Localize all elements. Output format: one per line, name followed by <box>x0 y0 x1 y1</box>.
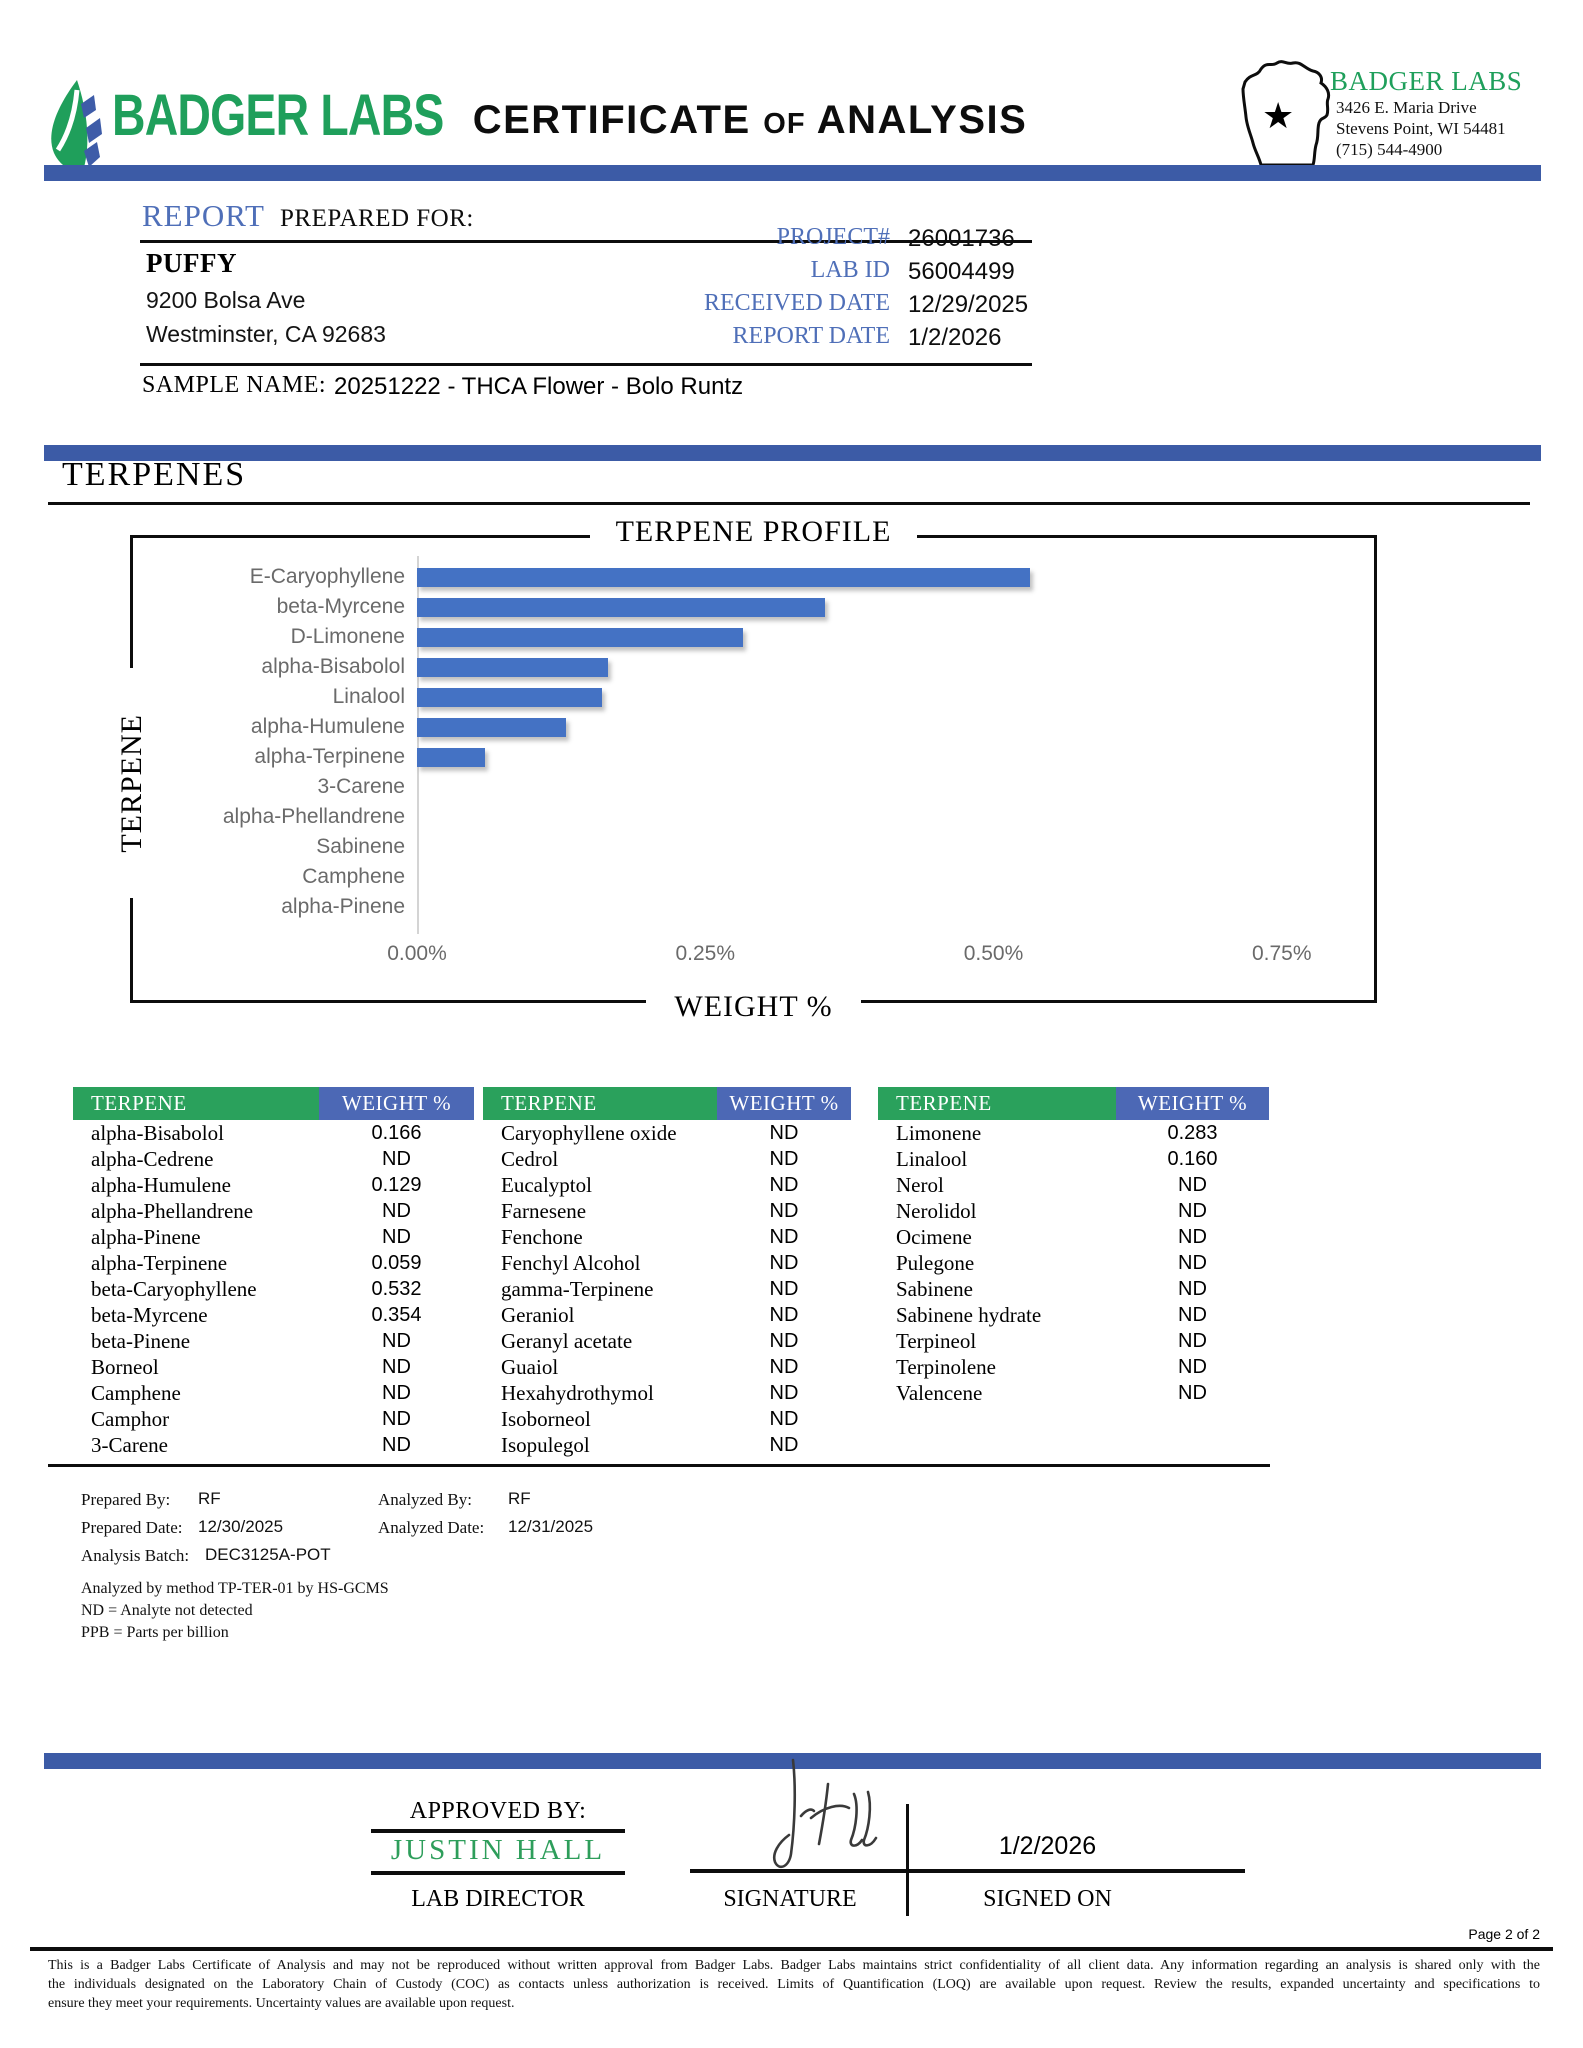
sample-name-value: 20251222 - THCA Flower - Bolo Runtz <box>334 373 744 400</box>
terpene-name-cell: Farnesene <box>501 1198 587 1223</box>
terpenes-section-heading: TERPENES <box>62 456 247 493</box>
footer-rule <box>30 1947 1553 1951</box>
table-column <box>878 1087 1116 1406</box>
chart-row <box>133 682 1374 712</box>
terpene-name-cell: alpha-Cedrene <box>91 1146 214 1171</box>
disclaimer-line: This is a Badger Labs Certificate of Analysis and may not be reproduced without written approval from Badger Labs. Badger Labs maintains strict confidentiality of all client data. Any information regarding an analysis is shared only with the <box>48 1958 1540 1973</box>
signed-date: 1/2/2026 <box>998 1832 1097 1860</box>
chart-row <box>133 802 1374 832</box>
terpene-weight-cell: ND <box>382 1407 411 1430</box>
page-title-part2: OF <box>763 108 806 140</box>
meta-value: 12/29/2025 <box>908 291 1029 318</box>
terpene-name-cell: alpha-Phellandrene <box>91 1198 254 1223</box>
lab-phone: (715) 544-4900 <box>1336 140 1443 159</box>
table-bottom-line <box>48 1464 1270 1467</box>
chart-x-tick-label: 0.75% <box>1251 942 1312 965</box>
terpene-weight-cell: ND <box>769 1381 799 1404</box>
analyzed-by-label: Analyzed By: <box>378 1490 472 1509</box>
table-header-weight: WEIGHT % <box>319 1087 474 1120</box>
chart-category-label: alpha-Terpinene <box>254 745 405 768</box>
terpene-name-cell: Sabinene hydrate <box>896 1302 1042 1327</box>
terpene-name-cell: Geranyl acetate <box>501 1328 633 1353</box>
chart-bar <box>417 598 825 617</box>
chart-bar-zone <box>417 898 1374 917</box>
terpene-weight-cell: ND <box>769 1329 799 1352</box>
chart-bar <box>417 688 602 707</box>
disclaimer-line: the individuals designated on the Laboratory Chain of Custody (COC) as contacts unless authorization is received. Limits of Quantification (LOQ) are available upon request. Review the results, expanded uncertainty and specifications to <box>48 1977 1540 1992</box>
terpene-weight-cell: ND <box>769 1303 799 1326</box>
terpene-weight-cell: ND <box>769 1433 799 1456</box>
prepared-for-label: PREPARED FOR: <box>280 205 474 232</box>
table-header-terpene: TERPENE <box>878 1087 1116 1120</box>
terpene-name-cell: Terpineol <box>896 1328 977 1353</box>
terpene-weight-cell: ND <box>769 1225 799 1248</box>
chart-row <box>133 742 1374 772</box>
chart-row <box>133 712 1374 742</box>
terpene-name-cell: Valencene <box>896 1380 983 1405</box>
terpene-weight-cell: 0.283 <box>1167 1121 1218 1144</box>
signed-on-label: SIGNED ON <box>983 1886 1112 1912</box>
badger-leaf-logo-icon <box>44 78 106 174</box>
approver-title: LAB DIRECTOR <box>411 1886 585 1912</box>
nd-note: ND = Analyte not detected <box>81 1602 253 1619</box>
terpene-name-cell: Isoborneol <box>501 1406 591 1431</box>
table-header-weight: WEIGHT % <box>1116 1087 1269 1120</box>
terpene-weight-cell: 0.532 <box>371 1277 422 1300</box>
page-title-part1: CERTIFICATE <box>472 98 751 142</box>
chart-row <box>133 832 1374 862</box>
table-header-weight: WEIGHT % <box>717 1087 851 1120</box>
terpene-name-cell: beta-Pinene <box>91 1328 191 1353</box>
terpene-weight-cell: ND <box>382 1225 411 1248</box>
chart-x-ticks <box>387 942 1374 968</box>
terpene-weight-cell: ND <box>769 1277 799 1300</box>
analyzed-date-value: 12/31/2025 <box>508 1517 594 1536</box>
lab-address-line1: 3426 E. Maria Drive <box>1336 98 1477 117</box>
meta-value: 1/2/2026 <box>908 324 1002 351</box>
meta-label: LAB ID <box>810 257 890 283</box>
terpene-weight-cell: ND <box>769 1199 799 1222</box>
terpene-name-cell: beta-Myrcene <box>91 1302 208 1327</box>
terpene-weight-cell: ND <box>382 1433 411 1456</box>
chart-category-label: D-Limonene <box>290 625 405 648</box>
chart-bar <box>417 658 608 677</box>
analysis-batch-value: DEC3125A-POT <box>205 1545 331 1564</box>
chart-bar <box>417 718 566 737</box>
terpene-name-cell: Guaiol <box>501 1354 559 1379</box>
report-label: REPORT <box>142 198 265 233</box>
ppb-note: PPB = Parts per billion <box>81 1624 229 1641</box>
terpene-name-cell: Ocimene <box>896 1224 972 1249</box>
chart-bar-zone <box>417 868 1374 887</box>
terpene-weight-cell: ND <box>382 1355 411 1378</box>
approved-by-rule-top <box>371 1829 625 1833</box>
terpene-name-cell: Linalool <box>896 1146 968 1171</box>
terpene-name-cell: Eucalyptol <box>501 1172 592 1197</box>
terpene-weight-cell: ND <box>382 1329 411 1352</box>
approver-name: JUSTIN HALL <box>390 1834 606 1866</box>
prepared-by-value: RF <box>198 1489 221 1508</box>
meta-label: PROJECT# <box>776 224 890 250</box>
chart-category-label: E-Caryophyllene <box>249 565 405 588</box>
chart-category-label: Sabinene <box>316 835 405 858</box>
meta-label: REPORT DATE <box>732 323 890 349</box>
analysis-batch-label: Analysis Batch: <box>81 1546 190 1565</box>
terpene-weight-cell: 0.160 <box>1167 1147 1218 1170</box>
chart-row <box>133 562 1374 592</box>
chart-row <box>133 592 1374 622</box>
terpene-weight-cell: ND <box>1178 1173 1207 1196</box>
terpene-weight-cell: ND <box>769 1407 799 1430</box>
chart-x-tick-label: 0.50% <box>963 942 1024 965</box>
terpene-name-cell: Nerolidol <box>896 1198 977 1223</box>
client-name: PUFFY <box>146 248 237 278</box>
terpene-weight-cell: 0.129 <box>371 1173 422 1196</box>
chart-bar <box>417 568 1030 587</box>
analyzed-by-value: RF <box>508 1489 531 1508</box>
lab-name: BADGER LABS <box>1330 66 1523 96</box>
terpene-name-cell: alpha-Terpinene <box>91 1250 228 1275</box>
chart-category-label: alpha-Humulene <box>250 715 405 738</box>
star-icon: ★ <box>1262 96 1295 136</box>
terpene-weight-cell: ND <box>1178 1199 1207 1222</box>
client-address-line2: Westminster, CA 92683 <box>146 321 386 347</box>
terpene-name-cell: Hexahydrothymol <box>501 1380 654 1405</box>
terpene-weight-cell: 0.059 <box>371 1251 422 1274</box>
chart-bar-zone <box>417 628 1374 647</box>
terpene-weight-cell: 0.166 <box>371 1121 422 1144</box>
chart-bars <box>133 562 1374 922</box>
terpene-weight-cell: ND <box>1178 1277 1207 1300</box>
terpene-weight-cell: 0.354 <box>371 1303 422 1326</box>
chart-category-label: Camphene <box>302 865 405 888</box>
chart-bar-zone <box>417 838 1374 857</box>
prepared-date-value: 12/30/2025 <box>198 1517 284 1536</box>
meta-value: 26001736 <box>908 225 1015 252</box>
meta-value: 56004499 <box>908 258 1015 285</box>
terpene-name-cell: Camphene <box>91 1380 181 1405</box>
terpene-name-cell: Pulegone <box>896 1250 975 1275</box>
chart-category-label: alpha-Phellandrene <box>222 805 405 828</box>
chart-x-tick-label: 0.25% <box>675 942 736 965</box>
meta-row <box>560 224 1030 255</box>
chart-row <box>133 892 1374 922</box>
page-title-part3: ANALYSIS <box>816 98 1028 142</box>
disclaimer-line: ensure they meet your requirements. Uncertainty values are available upon request. <box>48 1996 515 2011</box>
chart-bar-zone <box>417 598 1374 617</box>
approved-by-rule-bottom <box>371 1871 625 1875</box>
chart-category-label: 3-Carene <box>317 775 405 798</box>
terpene-name-cell: beta-Caryophyllene <box>91 1276 257 1301</box>
chart-row <box>133 652 1374 682</box>
terpene-name-cell: Isopulegol <box>501 1432 590 1457</box>
chart-x-tick-label: 0.00% <box>387 942 447 965</box>
top-divider-bar <box>44 165 1541 181</box>
terpene-name-cell: alpha-Pinene <box>91 1224 201 1249</box>
client-address-line1: 9200 Bolsa Ave <box>146 287 306 313</box>
signature-line <box>690 1869 1245 1873</box>
chart-category-label: Linalool <box>332 685 405 708</box>
terpene-name-cell: Caryophyllene oxide <box>501 1120 677 1145</box>
terpene-weight-cell: ND <box>769 1251 799 1274</box>
terpene-name-cell: Sabinene <box>896 1276 973 1301</box>
terpene-name-cell: alpha-Humulene <box>91 1172 231 1197</box>
terpene-weight-cell: ND <box>382 1147 411 1170</box>
terpene-name-cell: gamma-Terpinene <box>501 1276 654 1301</box>
meta-label: RECEIVED DATE <box>704 290 890 316</box>
brand-wordmark: BADGER LABS <box>112 83 444 148</box>
terpene-name-cell: Cedrol <box>501 1146 559 1171</box>
table-column <box>1116 1087 1269 1406</box>
terpene-name-cell: Nerol <box>896 1172 944 1197</box>
terpene-weight-cell: ND <box>1178 1381 1207 1404</box>
table-column <box>319 1087 474 1458</box>
prepared-date-label: Prepared Date: <box>81 1518 183 1537</box>
table-header-terpene: TERPENE <box>483 1087 717 1120</box>
terpene-weight-cell: ND <box>769 1355 799 1378</box>
wisconsin-state-icon <box>1230 52 1342 172</box>
analyzed-date-label: Analyzed Date: <box>378 1518 485 1537</box>
terpene-weight-cell: ND <box>769 1147 799 1170</box>
terpene-weight-cell: ND <box>769 1173 799 1196</box>
chart-x-axis-title: WEIGHT % <box>646 990 860 1023</box>
terpene-name-cell: Limonene <box>896 1120 982 1145</box>
chart-bar-zone <box>417 748 1374 767</box>
table-column <box>73 1087 319 1458</box>
lab-address-line2: Stevens Point, WI 54481 <box>1336 119 1506 138</box>
table-column <box>717 1087 851 1458</box>
terpene-name-cell: Fenchone <box>501 1224 583 1249</box>
terpene-profile-chart <box>115 515 1377 1023</box>
method-note: Analyzed by method TP-TER-01 by HS-GCMS <box>81 1580 389 1597</box>
terpene-name-cell: Terpinolene <box>896 1354 996 1379</box>
sample-name-label: SAMPLE NAME: <box>142 372 327 398</box>
approved-by-label: APPROVED BY: <box>409 1798 587 1824</box>
chart-y-axis-title: TERPENE <box>115 713 148 853</box>
terpene-name-cell: alpha-Bisabolol <box>91 1120 224 1145</box>
chart-title: TERPENE PROFILE <box>590 515 918 548</box>
terpene-name-cell: 3-Carene <box>91 1432 168 1457</box>
chart-category-label: beta-Myrcene <box>276 595 405 618</box>
chart-bar <box>417 748 485 767</box>
terpenes-heading-underline <box>48 502 1530 505</box>
terpene-weight-cell: ND <box>1178 1355 1207 1378</box>
chart-bar-zone <box>417 778 1374 797</box>
meta-row <box>560 290 1030 321</box>
prepared-by-label: Prepared By: <box>81 1490 171 1509</box>
signature-label: SIGNATURE <box>723 1886 857 1912</box>
terpene-weight-cell: ND <box>1178 1303 1207 1326</box>
chart-category-label: alpha-Bisabolol <box>261 655 405 678</box>
chart-category-label: alpha-Pinene <box>281 895 405 918</box>
chart-bar-zone <box>417 658 1374 677</box>
chart-bar-zone <box>417 568 1374 587</box>
terpene-name-cell: Borneol <box>91 1354 159 1379</box>
meta-row <box>560 257 1030 288</box>
terpene-weight-cell: ND <box>1178 1225 1207 1248</box>
terpene-name-cell: Camphor <box>91 1406 170 1431</box>
chart-row <box>133 772 1374 802</box>
signature-image <box>700 1756 900 1874</box>
terpene-name-cell: Geraniol <box>501 1302 575 1327</box>
chart-row <box>133 862 1374 892</box>
chart-bar-zone <box>417 688 1374 707</box>
table-column <box>483 1087 717 1458</box>
chart-row <box>133 622 1374 652</box>
chart-bar <box>417 628 743 647</box>
terpene-weight-cell: ND <box>1178 1251 1207 1274</box>
terpene-weight-cell: ND <box>382 1381 411 1404</box>
terpene-weight-cell: ND <box>382 1199 411 1222</box>
terpene-weight-cell: ND <box>769 1121 799 1144</box>
sample-separator-line <box>140 363 1032 366</box>
page-title <box>370 98 1130 143</box>
page-number: Page 2 of 2 <box>1468 1926 1540 1942</box>
terpene-weight-cell: ND <box>1178 1329 1207 1352</box>
meta-row <box>560 323 1030 354</box>
middle-divider-bar <box>44 445 1541 461</box>
chart-bar-zone <box>417 718 1374 737</box>
table-header-terpene: TERPENE <box>73 1087 319 1120</box>
chart-bar-zone <box>417 808 1374 827</box>
terpene-name-cell: Fenchyl Alcohol <box>501 1250 641 1275</box>
